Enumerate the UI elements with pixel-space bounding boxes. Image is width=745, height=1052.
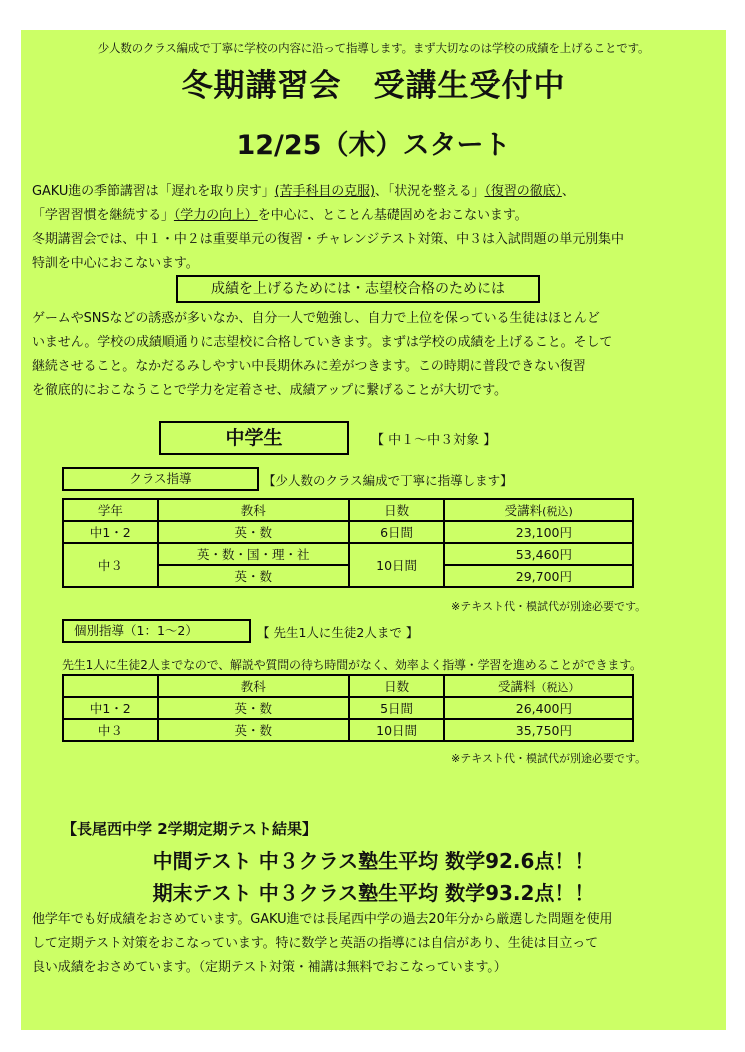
description-underline: （学力の向上） [173,208,258,223]
cell-days: 10日間 [349,719,445,741]
class-fee-table [62,498,634,588]
note-text-fee: ※テキスト代・模試代が別途必要です。 [451,600,647,613]
motivation-box-label: 成績を上げるためには・志望校合格のためには [176,275,540,303]
results-midterm: 中間テスト 中３クラス塾生平均 数学92.6点！！ [152,849,595,873]
section-title-junior-high: 中学生 [159,421,349,455]
cell-fee: 23,100円 [444,521,633,543]
description-underline: (苦手科目の克服) [274,184,375,199]
cell-subject: 英・数 [158,719,349,741]
cell-subject: 英・数・国・理・社 [158,543,349,565]
flyer-sheet [21,30,726,1030]
header-fee-label: 受講料 [504,503,543,518]
individual-teaching-label: 個別指導（1：1～2） [62,619,251,643]
header-grade: 学年 [63,499,158,521]
header-fee [444,675,633,697]
table-row [63,543,633,565]
closing-line: 良い成績をおさめています。（定期テスト対策・補講は無料でおこなっています。） [32,960,507,975]
cell-grade: 中1・2 [63,521,158,543]
description-line-3: 冬期講習会では、中１・中２は重要単元の復習・チャレンジテスト対策、中３は入試問題の単元別集中 [32,232,624,247]
cell-days: 5日間 [349,697,445,719]
individual-fee-table [62,674,634,742]
start-date: 12/25（木）スタート [236,130,511,161]
closing-line: 他学年でも好成績をおさめています。GAKU進では長尾西中学の過去20年分から厳選した問題を使用 [32,912,613,927]
motivation-line: を徹底的におこなうことで学力を定着させ、成績アップに繋げることが大切です。 [32,383,507,398]
cell-days: 6日間 [349,521,445,543]
description-line-1 [32,180,575,204]
individual-teaching-desc: 【 先生1人に生徒2人まで 】 [257,625,419,640]
motivation-line: 継続させること。なかだるみしやすい中長期休みに差がつきます。この時期に普段できない復習 [32,359,586,374]
description-line-4: 特訓を中心におこないます。 [32,256,199,271]
description-text: GAKU進の季節講習は「遅れを取り戻す」 [32,184,275,199]
cell-fee: 29,700円 [444,565,633,587]
intro-text: 少人数のクラス編成で丁寧に学校の内容に沿って指導します。まず大切なのは学校の成績を上げることです。 [97,41,650,55]
description-line-2 [32,204,528,228]
header-subject: 教科 [158,499,349,521]
header-tax-note: （税込） [535,681,580,694]
header-fee [444,499,633,521]
description-text: 「学習習慣を継続する」 [32,208,174,223]
cell-grade: 中３ [63,719,158,741]
cell-subject: 英・数 [158,521,349,543]
table-header-row [63,499,633,521]
cell-grade: 中1・2 [63,697,158,719]
cell-grade: 中３ [63,543,158,587]
cell-fee: 26,400円 [444,697,633,719]
class-teaching-label: クラス指導 [62,467,259,491]
page-title: 冬期講習会 受講生受付中 [181,68,566,104]
table-row [63,521,633,543]
results-final: 期末テスト 中３クラス塾生平均 数学93.2点！！ [152,881,595,905]
closing-line: して定期テスト対策をおこなっています。特に数学と英語の指導には自信があり、生徒は目立って [32,936,599,951]
cell-days: 10日間 [349,543,445,587]
cell-subject: 英・数 [158,697,349,719]
header-fee-label: 受講料 [497,679,536,694]
description-text: 、 [561,184,575,199]
description-text: 、「状況を整える」 [374,184,485,199]
table-header-row [63,675,633,697]
cell-fee: 35,750円 [444,719,633,741]
motivation-line: ゲームやSNSなどの誘惑が多いなか、自分一人で勉強し、自力で上位を保っている生徒はほとんど [32,311,600,326]
cell-subject: 英・数 [158,565,349,587]
motivation-line: いません。学校の成績順通りに志望校に合格していきます。まずは学校の成績を上げること。そして [32,335,613,350]
table-row [63,719,633,741]
header-days: 日数 [349,499,445,521]
results-heading: 【長尾西中学 2学期定期テスト結果】 [62,820,318,838]
individual-intro: 先生1人に生徒2人までなので、解説や質問の待ち時間がなく、効率よく指導・学習を進めることができます。 [62,658,642,672]
header-days: 日数 [349,675,445,697]
description-text: を中心に、とことん基礎固めをおこないます。 [257,208,528,223]
header-subject: 教科 [158,675,349,697]
cell-fee: 53,460円 [444,543,633,565]
description-underline: （復習の徹底） [484,184,562,199]
note-text-fee: ※テキスト代・模試代が別途必要です。 [451,752,647,765]
header-grade [63,675,158,697]
target-grades: 【 中１～中３対象 】 [371,433,497,448]
class-teaching-desc: 【少人数のクラス編成で丁寧に指導します】 [263,473,513,488]
header-tax-note: (税込) [542,505,573,518]
table-row [63,697,633,719]
